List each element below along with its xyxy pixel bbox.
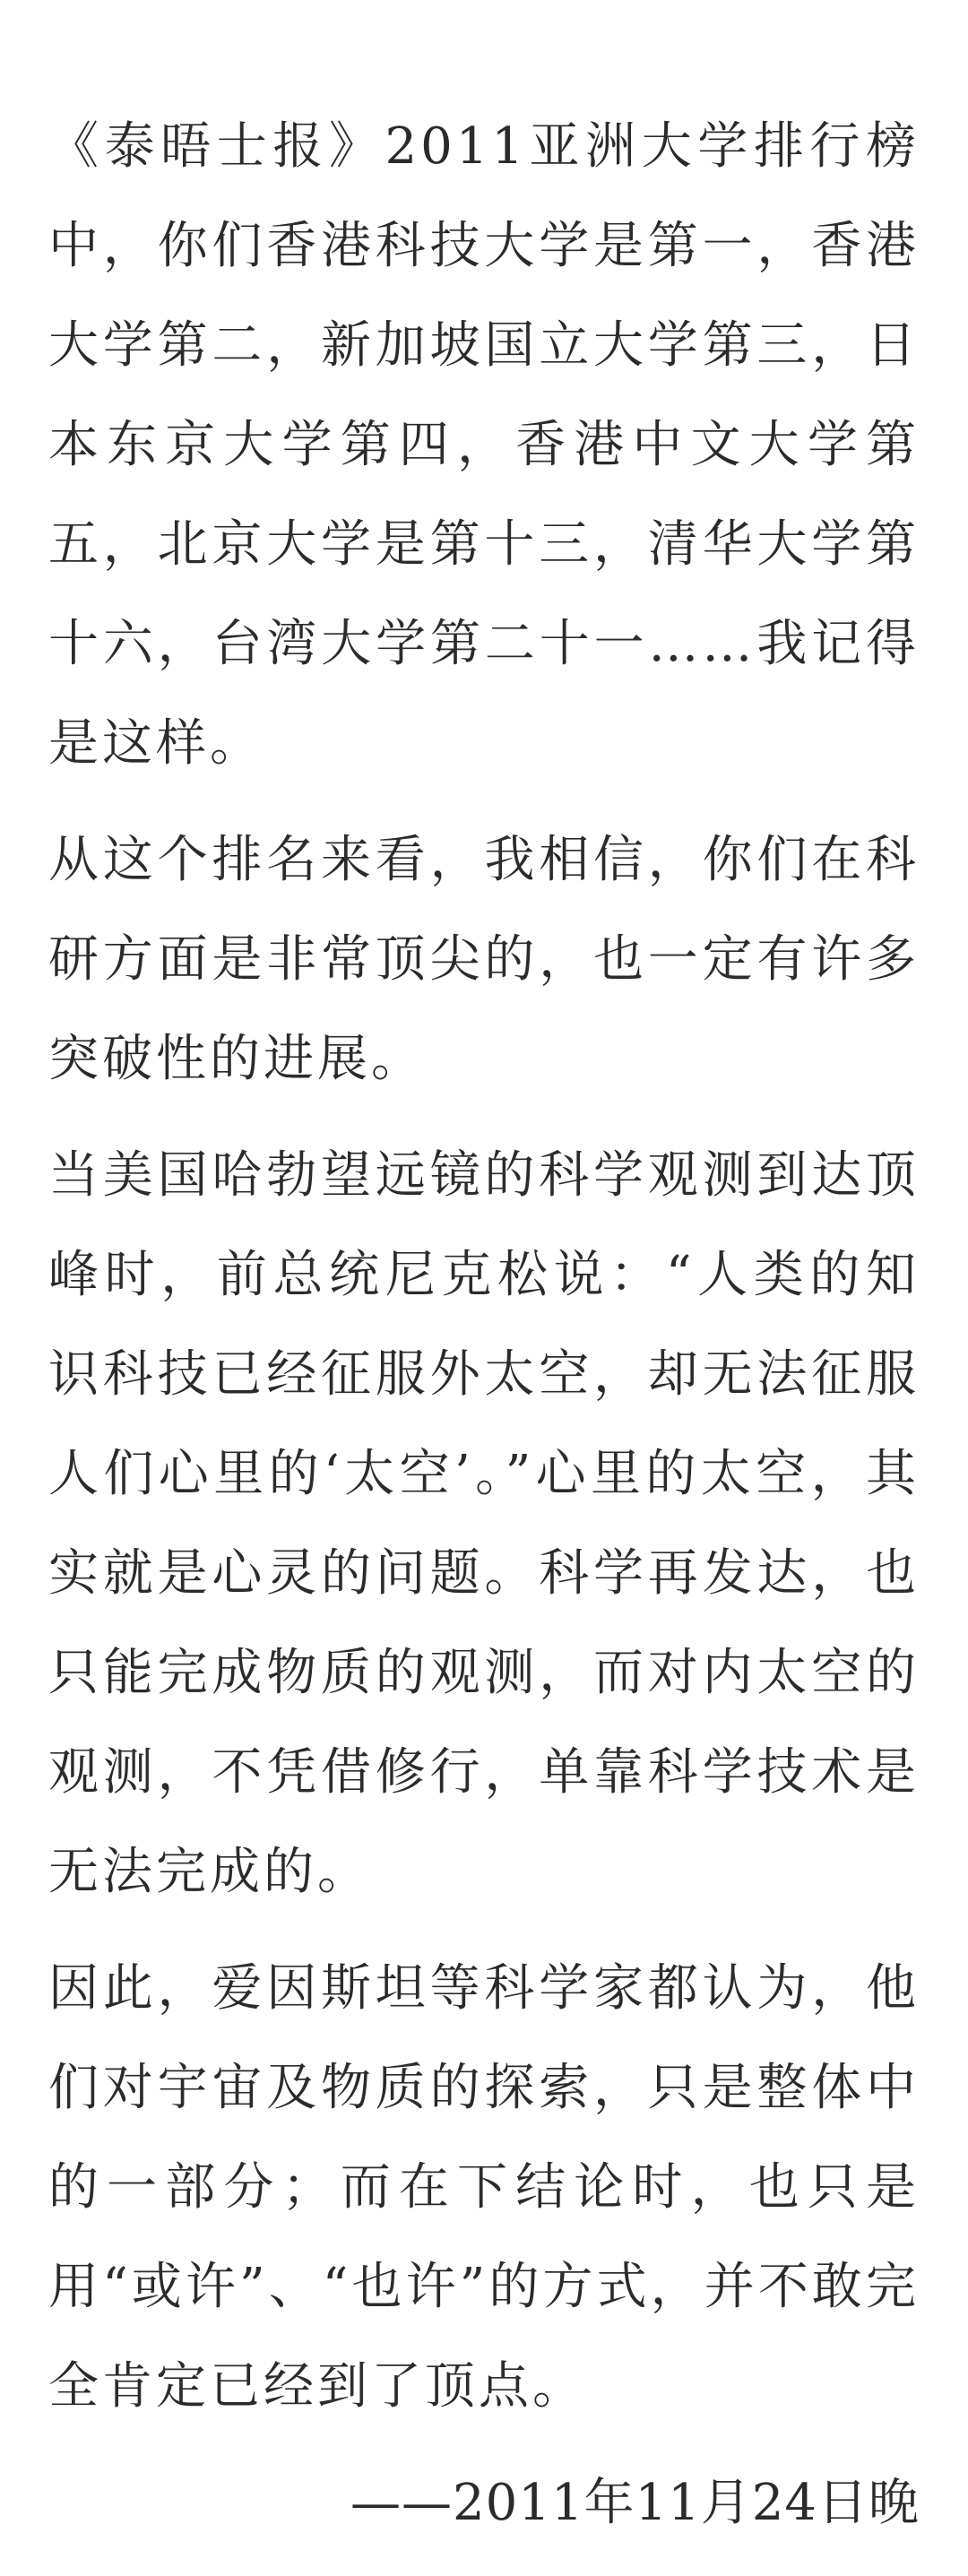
paragraph-inner-space: 当美国哈勃望远镜的科学观测到达顶峰时，前总统尼克松说：“人类的知识科技已经征服外太空，却无法征服人们心里的‘太空’。”心里的太空，其实就是心灵的问题。科学再发达，也只能完成物质的观测，而对内太空的观测，不凭借修行，单靠科学技术是无法完成的。 [48,1146,920,1901]
paragraph-research: 从这个排名来看，我相信，你们在科研方面是非常顶尖的，也一定有许多突破性的进展。 [48,831,920,1088]
date-signature: ——2011年11月24日晚 [350,2474,920,2532]
paragraph-einstein: 因此，爱因斯坦等科学家都认为，他们对宇宙及物质的探索，只是整体中的一部分；而在下结论时，也只是用“或许”、“也许”的方式，并不敢完全肯定已经到了顶点。 [48,1959,920,2416]
paragraph-rankings: 《泰晤士报》2011亚洲大学排行榜中，你们香港科技大学是第一，香港大学第二，新加坡国立大学第三，日本东京大学第四，香港中文大学第五，北京大学是第十三，清华大学第十六，台湾大学第二十一……我记得是这样。 [48,117,920,773]
article-body [48,97,920,2553]
